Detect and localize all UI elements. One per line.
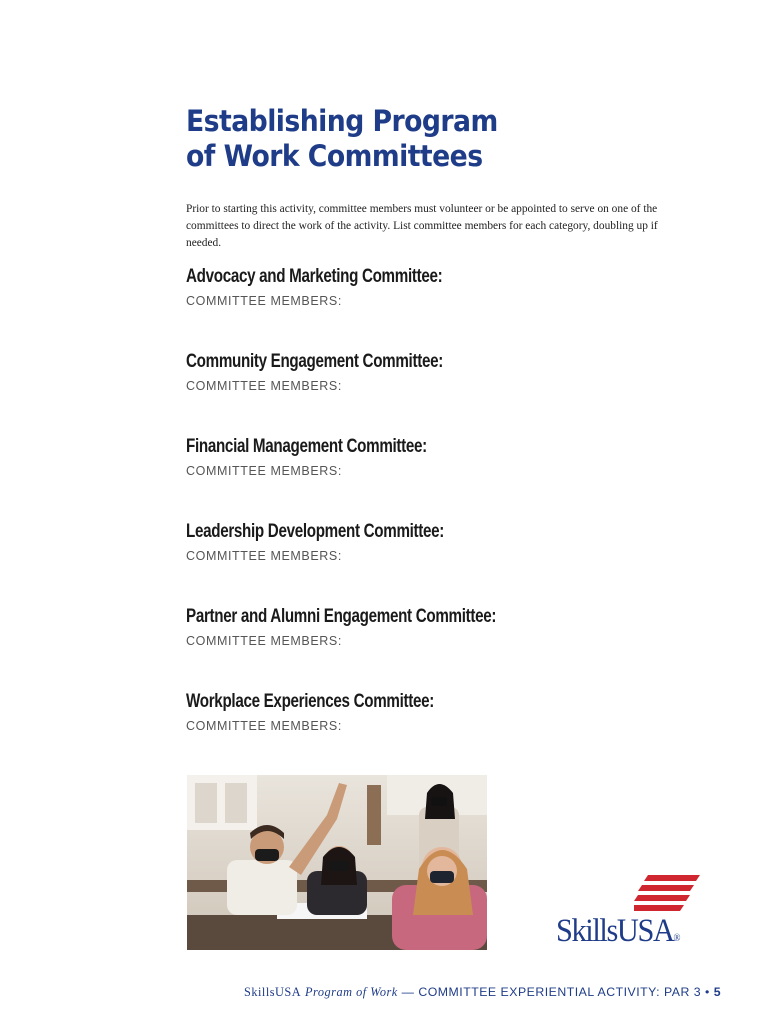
intro-paragraph: Prior to starting this activity, committee members must volunteer or be appointed to serve on one of the committees to direct the work of the activity. List committee members for each category, doubling up if needed.: [186, 203, 658, 249]
committee-partner-alumni: [186, 606, 666, 648]
committee-members-label: COMMITTEE MEMBERS:: [186, 464, 342, 478]
committee-name: Workplace Experiences Committee:: [186, 691, 434, 712]
committee-name: Financial Management Committee:: [186, 436, 427, 457]
committee-members-label: COMMITTEE MEMBERS:: [186, 379, 342, 393]
title-line-2: of Work Committees: [186, 139, 483, 173]
page-number: 5: [713, 985, 722, 999]
classroom-photo: [187, 775, 487, 950]
page-title: [186, 104, 498, 174]
committee-leadership-development: [186, 521, 666, 563]
committee-name: Advocacy and Marketing Committee:: [186, 266, 443, 287]
committee-name: Community Engagement Committee:: [186, 351, 443, 372]
logo-flag-mark: [634, 875, 700, 913]
committee-financial-management: [186, 436, 666, 478]
committee-advocacy-marketing: [186, 266, 666, 308]
footer-program: Program of Work: [305, 985, 398, 999]
committee-members-label: COMMITTEE MEMBERS:: [186, 294, 342, 308]
skillsusa-logo: [556, 875, 706, 955]
footer-org: SkillsUSA: [244, 985, 302, 999]
page-footer: [244, 985, 721, 1000]
committee-members-label: COMMITTEE MEMBERS:: [186, 549, 342, 563]
committee-members-label: COMMITTEE MEMBERS:: [186, 719, 342, 733]
footer-activity: COMMITTEE EXPERIENTIAL ACTIVITY: PAR 3: [418, 985, 702, 999]
committee-name: Leadership Development Committee:: [186, 521, 445, 542]
title-line-1: Establishing Program: [186, 104, 498, 138]
footer-dash: —: [401, 985, 415, 999]
logo-wordmark: SkillsUSA®: [556, 913, 680, 949]
committee-workplace-experiences: [186, 691, 666, 733]
footer-bullet: •: [705, 985, 710, 999]
committee-name: Partner and Alumni Engagement Committee:: [186, 606, 497, 627]
committee-members-label: COMMITTEE MEMBERS:: [186, 634, 342, 648]
committee-community-engagement: [186, 351, 666, 393]
